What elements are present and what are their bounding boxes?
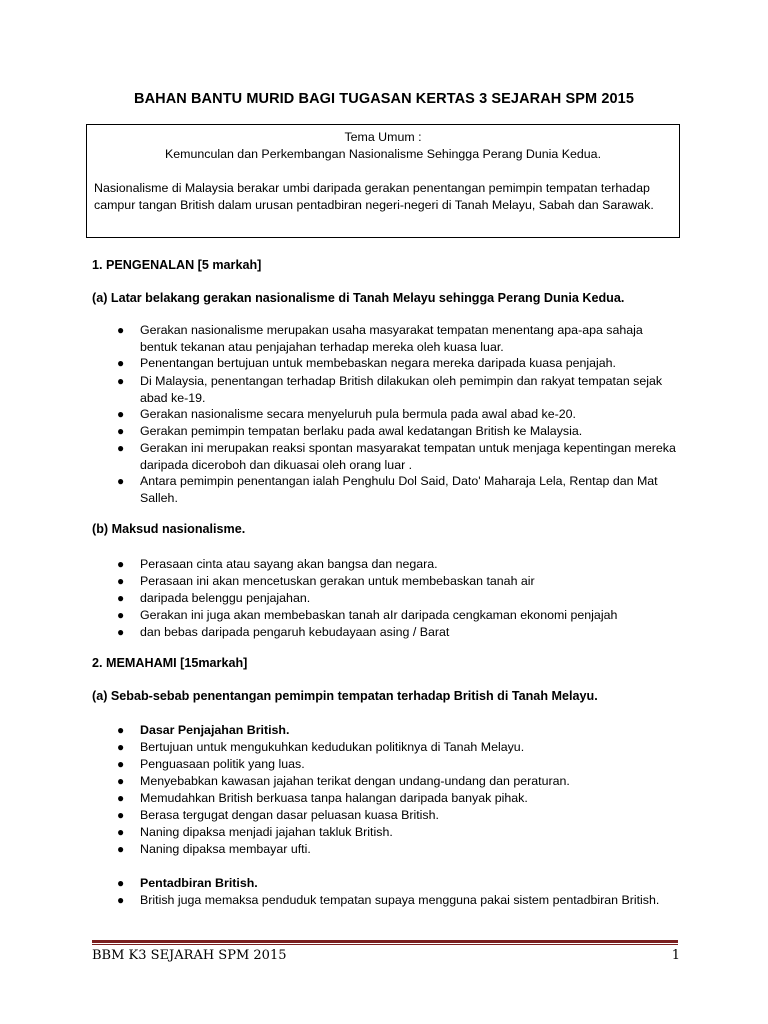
- bullet-icon: ●: [117, 356, 125, 370]
- bullet-icon: ●: [117, 407, 125, 421]
- bullet-icon: ●: [117, 374, 125, 388]
- bullet-icon: ●: [117, 591, 125, 605]
- footer-rule: [92, 940, 678, 943]
- bullet-icon: ●: [117, 723, 125, 737]
- bullet-icon: ●: [117, 424, 125, 438]
- bullet-icon: ●: [117, 757, 125, 771]
- section1b-heading: (b) Maksud nasionalisme.: [92, 522, 246, 536]
- bullet-icon: ●: [117, 474, 125, 488]
- section2-heading: 2. MEMAHAMI [15markah]: [92, 656, 248, 670]
- section1-heading: 1. PENGENALAN [5 markah]: [92, 258, 262, 272]
- section1a-heading: (a) Latar belakang gerakan nasionalisme di Tanah Melayu sehingga Perang Dunia Kedua.: [92, 291, 625, 305]
- bullet-icon: ●: [117, 740, 125, 754]
- bullet-icon: ●: [117, 441, 125, 455]
- page-number: 1: [671, 948, 680, 963]
- bullet-icon: ●: [117, 323, 125, 337]
- footer-rule-thin: [92, 944, 678, 945]
- document-page: BAHAN BANTU MURID BAGI TUGASAN KERTAS 3 SEJARAH SPM 2015 Tema Umum : Kemunculan dan Perkembangan Nasionalisme Sehingga Perang Dunia Kedua. Nasionalisme di Malaysia berakar umbi daripada gerakan penentangan pemimpin tempatan terhadap campur tangan British dalam urusan pentadbiran negeri-negeri di Tanah Melayu, Sabah dan Sarawak. 1. PENGENALAN [5 markah] (a) Latar belakang gerakan nasionalisme di Tanah Melayu sehingga Perang Dunia Kedua. ● Gerakan nasionalisme merupakan usaha masyarakat tempatan menentang apa-apa sahaja bentuk tekanan atau penjajahan terhadap mereka oleh kuasa luar. ● Penentangan bertujuan untuk membebaskan negara mereka daripada kuasa penjajah. ● Di Malaysia, penentangan terhadap British dilakukan oleh pemimpin dan rakyat tempatan sejak abad ke-19. ● Gerakan nasionalisme secara menyeluruh pula bermula pada awal abad ke-20. ● Gerakan pemimpin tempatan berlaku pada awal kedatangan British ke Malaysia. ● Gerakan ini merupakan reaksi spontan masyarakat tempatan untuk menjaga kepentingan mereka daripada diceroboh dan dikuasai oleh orang luar . ● Antara pemimpin penentangan ialah Penghulu Dol Said, Dato' Maharaja Lela, Rentap dan Mat Salleh. (b) Maksud nasionalisme. ● Perasaan cinta atau sayang akan bangsa dan negara. ● Perasaan ini akan mencetuskan gerakan untuk membebaskan tanah air ● daripada belenggu penjajahan. ● Gerakan ini juga akan membebaskan tanah aIr daripada cengkaman ekonomi penjajah ● dan bebas daripada pengaruh kebudayaan asing / Barat 2. MEMAHAMI [15markah] (a) Sebab-sebab penentangan pemimpin tempatan terhadap British di Tanah Melayu. ● Dasar Penjajahan British. ● Bertujuan untuk mengukuhkan kedudukan politiknya di Tanah Melayu. ● Penguasaan politik yang luas. ● Menyebabkan kawasan jajahan terikat dengan undang-undang dan peraturan. ● Memudahkan British berkuasa tanpa halangan daripada banyak pihak. ● Berasa tergugat dengan dasar peluasan kuasa British. ● Naning dipaksa menjadi jajahan takluk British. ● Naning dipaksa membayar ufti. ● Pentadbiran British. ● British juga memaksa penduduk tempatan supaya mengguna pakai sistem pentadbiran British. BBM K3 SEJARAH SPM 2015 1: [0, 0, 768, 1024]
- bullet-icon: ●: [117, 825, 125, 839]
- bullet-icon: ●: [117, 574, 125, 588]
- bullet-icon: ●: [117, 608, 125, 622]
- theme-box: [86, 124, 680, 238]
- theme-title: Kemunculan dan Perkembangan Nasionalisme Sehingga Perang Dunia Kedua.: [164, 147, 602, 161]
- bullet-icon: ●: [117, 791, 125, 805]
- bullet-icon: ●: [117, 842, 125, 856]
- theme-description: Nasionalisme di Malaysia berakar umbi daripada gerakan penentangan pemimpin tempatan terhadap campur tangan British dalam urusan pentadbiran negeri-negeri di Tanah Melayu, Sabah dan Sarawak.: [94, 181, 654, 212]
- document-title: BAHAN BANTU MURID BAGI TUGASAN KERTAS 3 SEJARAH SPM 2015: [134, 91, 634, 107]
- footer-label: BBM K3 SEJARAH SPM 2015: [92, 948, 287, 963]
- bullet-icon: ●: [117, 557, 125, 571]
- section2a-heading: (a) Sebab-sebab penentangan pemimpin tempatan terhadap British di Tanah Melayu.: [92, 689, 598, 703]
- bullet-icon: ●: [117, 774, 125, 788]
- theme-label: Tema Umum :: [344, 130, 422, 144]
- bullet-icon: ●: [117, 808, 125, 822]
- bullet-icon: ●: [117, 625, 125, 639]
- bullet-icon: ●: [117, 876, 125, 890]
- bullet-icon: ●: [117, 893, 125, 907]
